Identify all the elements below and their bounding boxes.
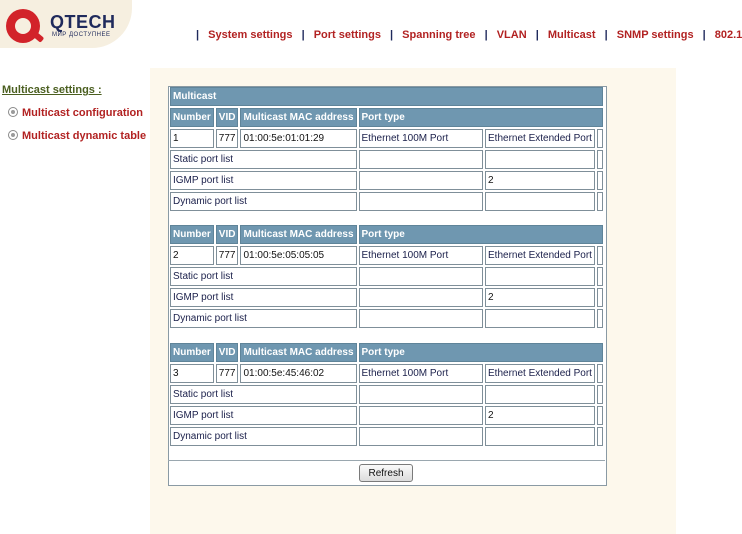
cell-number: 3 xyxy=(170,364,214,383)
table-row xyxy=(170,246,603,265)
table-header-row xyxy=(170,343,603,362)
sidebar-item-label: Multicast dynamic table xyxy=(22,130,147,142)
table-divider xyxy=(168,460,605,461)
header-port-type: Port type xyxy=(359,108,603,127)
logo-tagline: МИР ДОСТУПНЕЕ xyxy=(52,32,111,38)
cell-port-type-a: Ethernet 100M Port xyxy=(359,364,483,383)
header-mac: Multicast MAC address xyxy=(240,108,356,127)
header-mac: Multicast MAC address xyxy=(240,343,356,362)
nav-port-settings[interactable]: Port settings xyxy=(313,29,381,41)
table-row: IGMP port list 2 xyxy=(170,171,603,190)
multicast-table-group-1 xyxy=(168,85,605,213)
table-row xyxy=(170,309,603,328)
table-row xyxy=(170,267,603,286)
header-number: Number xyxy=(170,108,214,127)
radio-bullet-icon xyxy=(8,107,18,117)
sidebar-item-label: Multicast configuration xyxy=(22,107,143,119)
nav-vlan[interactable]: VLAN xyxy=(496,29,527,41)
sidebar-item-multicast-configuration[interactable] xyxy=(8,107,143,119)
qtech-logo xyxy=(0,0,130,48)
cell-mac: 01:00:5e:05:05:05 xyxy=(240,246,356,265)
table-row: IGMP port list 2 xyxy=(170,406,603,425)
nav-snmp-settings[interactable]: SNMP settings xyxy=(616,29,694,41)
cell-igmp-port-list: IGMP port list xyxy=(170,406,357,425)
header-vid: VID xyxy=(216,225,239,244)
table-header-row xyxy=(170,108,603,127)
cell-dynamic-port-list: Dynamic port list xyxy=(170,309,357,328)
cell-port-type-a: Ethernet 100M Port xyxy=(359,129,483,148)
cell-vid: 777 xyxy=(216,364,239,383)
header-mac: Multicast MAC address xyxy=(240,225,356,244)
table-row xyxy=(170,129,603,148)
cell-igmp-port-list: IGMP port list xyxy=(170,288,357,307)
cell-static-port-list: Static port list xyxy=(170,150,357,169)
refresh-button[interactable]: Refresh xyxy=(359,464,413,482)
header-number: Number xyxy=(170,343,214,362)
nav-multicast[interactable]: Multicast xyxy=(547,29,596,41)
nav-8021[interactable]: 802.1 xyxy=(714,29,742,41)
header-vid: VID xyxy=(216,108,239,127)
cell-dynamic-port-list: Dynamic port list xyxy=(170,192,357,211)
header-port-type: Port type xyxy=(359,225,603,244)
cell-dynamic-port-list: Dynamic port list xyxy=(170,427,357,446)
cell-port-type-b: Ethernet Extended Port xyxy=(485,364,595,383)
multicast-table-group-2 xyxy=(168,223,605,330)
multicast-table-group-3 xyxy=(168,341,605,448)
sidebar-item-multicast-dynamic-table[interactable] xyxy=(8,130,146,142)
table-row: IGMP port list 2 xyxy=(170,288,603,307)
top-navigation: | System settings | Port settings | Spanning tree | VLAN | Multicast | SNMP settings | 802.1 xyxy=(196,29,742,41)
cell-port-type-a: Ethernet 100M Port xyxy=(359,246,483,265)
cell-mac: 01:00:5e:45:46:02 xyxy=(240,364,356,383)
table-row xyxy=(170,385,603,404)
logo-brand: QTECH xyxy=(50,12,116,32)
cell-mac: 01:00:5e:01:01:29 xyxy=(240,129,356,148)
radio-bullet-icon xyxy=(8,130,18,140)
cell-number: 1 xyxy=(170,129,214,148)
cell-number: 2 xyxy=(170,246,214,265)
cell-igmp-port-list: IGMP port list xyxy=(170,171,357,190)
cell-port-type-b: Ethernet Extended Port xyxy=(485,246,595,265)
header-vid: VID xyxy=(216,343,239,362)
table-row xyxy=(170,150,603,169)
nav-spanning-tree[interactable]: Spanning tree xyxy=(402,29,476,41)
cell-vid: 777 xyxy=(216,129,239,148)
header-port-type: Port type xyxy=(359,343,603,362)
table-title: Multicast xyxy=(170,87,603,106)
nav-system-settings[interactable]: System settings xyxy=(208,29,293,41)
table-row xyxy=(170,364,603,383)
sidebar-title[interactable]: Multicast settings : xyxy=(2,84,102,96)
table-header-row xyxy=(170,225,603,244)
cell-static-port-list: Static port list xyxy=(170,385,357,404)
cell-vid: 777 xyxy=(216,246,239,265)
cell-port-type-b: Ethernet Extended Port xyxy=(485,129,595,148)
cell-static-port-list: Static port list xyxy=(170,267,357,286)
table-row xyxy=(170,427,603,446)
table-row xyxy=(170,192,603,211)
header-number: Number xyxy=(170,225,214,244)
